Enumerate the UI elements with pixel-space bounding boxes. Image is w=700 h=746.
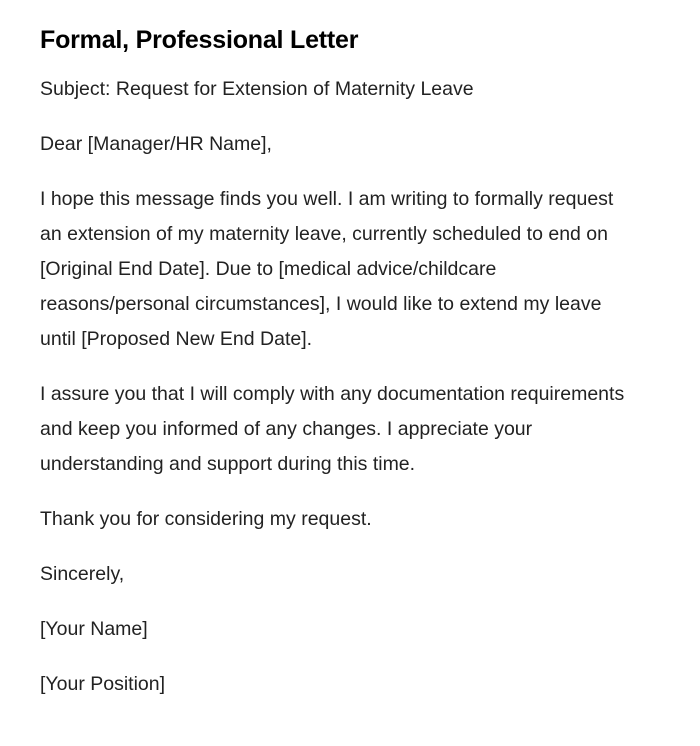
letter-body-paragraph-1: I hope this message finds you well. I am writing to formally request an extension of my maternity leave, currently scheduled to end on [Original End Date]. Due to [medical advice/childcare reasons/personal circumstances], I would like to extend my leave until [Proposed New End Date]. xyxy=(40,188,614,350)
letter-body-paragraph-3: Thank you for considering my request. xyxy=(40,508,372,530)
letter-closing: Sincerely, xyxy=(40,563,125,585)
letter-salutation: Dear [Manager/HR Name], xyxy=(40,133,272,155)
letter-signature-position: [Your Position] xyxy=(40,673,166,695)
page-title: Formal, Professional Letter xyxy=(40,26,359,54)
letter-subject: Subject: Request for Extension of Maternity Leave xyxy=(40,78,474,100)
letter-signature-name: [Your Name] xyxy=(40,618,148,640)
letter-body-paragraph-2: I assure you that I will comply with any documentation requirements and keep you informed of any changes. I appreciate your understanding and support during this time. xyxy=(40,383,625,475)
